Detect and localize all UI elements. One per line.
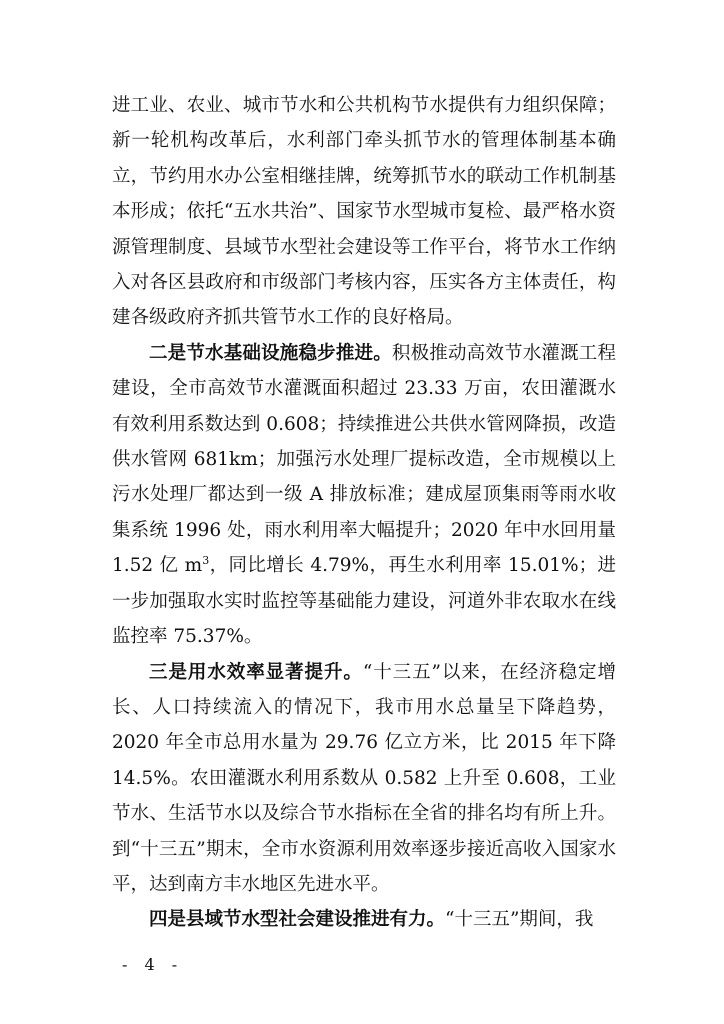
body-text bbox=[112, 88, 616, 938]
paragraph-2-text-a: 积极推动高效节水灌溉工程建设，全市高效节水灌溉面积超过 23.33 万亩，农田灌溉水有效利用系数达到 0.608；持续推进公共供水管网降损，改造供水管网 681km；加强污水处理厂提标改造，全市规模以上污水处理厂都达到一级 A 排放标准；建成屋顶集雨等雨水收集系统 1996 处，雨水利用率大幅提升；2020 年中水回用量 1.52 亿 m bbox=[112, 342, 616, 577]
paragraph-2 bbox=[112, 336, 616, 655]
paragraph-1 bbox=[112, 88, 616, 336]
paragraph-4-text: “十三五”期间，我 bbox=[445, 909, 594, 931]
page-number: - 4 - bbox=[122, 955, 184, 974]
paragraph-3 bbox=[112, 655, 616, 903]
paragraph-4-lead: 四是县域节水型社会建设推进有力。 bbox=[149, 909, 446, 931]
paragraph-3-text: “十三五”以来，在经济稳定增长、人口持续流入的情况下，我市用水总量呈下降趋势，2020 年全市总用水量为 29.76 亿立方米，比 2015 年下降 14.5%。农田灌溉水利用系数从 0.582 上升至 0.608，工业节水、生活节水以及综合节水指标在全省的排名均有所上升。到“十三五”期末，全市水资源利用效率逐步接近高收入国家水平，达到南方丰水地区先进水平。 bbox=[112, 661, 616, 895]
paragraph-2-lead: 二是节水基础设施稳步推进。 bbox=[149, 342, 392, 364]
paragraph-4 bbox=[112, 902, 616, 937]
paragraph-3-lead: 三是用水效率显著提升。 bbox=[149, 661, 363, 683]
paragraph-1-text: 进工业、农业、城市节水和公共机构节水提供有力组织保障；新一轮机构改革后，水利部门牵头抓节水的管理体制基本确立，节约用水办公室相继挂牌，统筹抓节水的联动工作机制基本形成；依托“五水共治”、国家节水型城市复检、最严格水资源管理制度、县域节水型社会建设等工作平台，将节水工作纳入对各区县政府和市级部门考核内容，压实各方主体责任，构建各级政府齐抓共管节水工作的良好格局。 bbox=[112, 95, 616, 329]
superscript-3: 3 bbox=[202, 554, 210, 568]
paragraph-2-text-b: ，同比增长 4.79%，再生水利用率 15.01%；进一步加强取水实时监控等基础能力建设，河道外非农取水在线监控率 75.37%。 bbox=[112, 555, 616, 648]
